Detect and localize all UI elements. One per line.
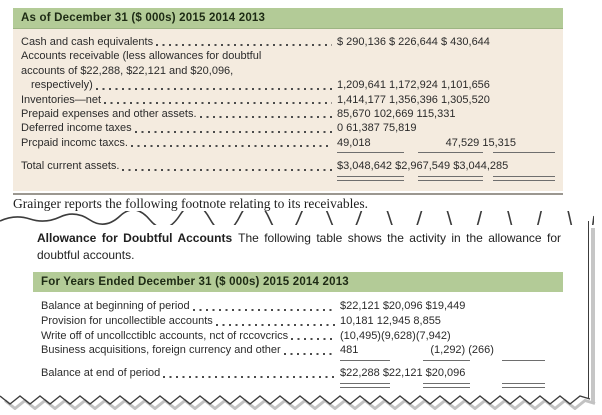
double-rule-2015 bbox=[337, 176, 404, 181]
dot-leader bbox=[156, 44, 332, 46]
row-values: 85,670 102,669 115,331 bbox=[337, 108, 456, 121]
total-row bbox=[21, 159, 555, 173]
dot-leader bbox=[291, 338, 335, 340]
row-label: Prcpaid incomc taxcs. bbox=[21, 136, 128, 149]
column-total-rules bbox=[41, 383, 555, 388]
table-row bbox=[21, 78, 555, 92]
dot-leader bbox=[135, 131, 332, 133]
dot-leader bbox=[122, 169, 332, 171]
table-row bbox=[21, 93, 555, 107]
row-values: 1,414,177 1,356,396 1,305,520 bbox=[337, 93, 490, 106]
allowance-activity-table bbox=[33, 272, 563, 390]
rule-gap bbox=[470, 383, 502, 388]
table-row bbox=[41, 343, 555, 358]
single-rule-2013 bbox=[502, 360, 545, 362]
row-values: $3,048,642 $2,967,549 $3,044,285 bbox=[337, 160, 509, 173]
dot-leader bbox=[216, 324, 335, 326]
rule-gap bbox=[470, 360, 502, 362]
narrative-text: Grainger reports the following footnote relating to its receivables. bbox=[13, 196, 369, 211]
footnote-body-text: The following table shows the activity in the allowance for doubtful accounts. bbox=[37, 231, 561, 262]
row-values: (10,495)(9,628)(7,942) bbox=[340, 329, 451, 342]
single-rule-2015 bbox=[340, 360, 390, 362]
table-row bbox=[41, 329, 555, 344]
row-label: Total current assets. bbox=[21, 160, 120, 173]
row-label: Balance at beginning of period bbox=[41, 300, 190, 312]
row-values bbox=[337, 136, 555, 150]
dot-leader bbox=[104, 102, 332, 104]
rule-gap bbox=[483, 176, 493, 181]
value-2015: 49,018 bbox=[337, 136, 371, 149]
column-subtotal-rules bbox=[21, 152, 555, 154]
row-values: 1,209,641 1,172,924 1,101,656 bbox=[337, 79, 490, 92]
rule-gap bbox=[483, 152, 493, 154]
double-rule-2015 bbox=[340, 383, 390, 388]
table-row: Accounts receivable (less allowances for doubtful bbox=[21, 50, 262, 63]
torn-edge-top bbox=[0, 211, 594, 225]
current-assets-table-body bbox=[13, 29, 563, 191]
row-values bbox=[340, 343, 555, 358]
value-2015: 481 bbox=[340, 344, 359, 357]
row-label: Inventories—net bbox=[21, 93, 102, 106]
column-subtotal-rules bbox=[41, 360, 555, 362]
values-2014-2013: 47,529 15,315 bbox=[445, 136, 517, 149]
row-label: Write off of uncollcctiblc accounts, nct of rccovcrics bbox=[41, 329, 289, 342]
allowance-table-header: For Years Ended December 31 ($ 000s) 2015 2014 2013 bbox=[33, 272, 563, 292]
single-rule-2014 bbox=[423, 360, 470, 362]
table-row bbox=[21, 35, 555, 49]
double-rule-2014 bbox=[418, 176, 483, 181]
double-rule-2013 bbox=[493, 176, 555, 181]
table-row bbox=[41, 299, 555, 314]
footnote-heading: Allowance for Doubtful Accounts bbox=[37, 231, 233, 245]
footnote-box-right-border bbox=[588, 221, 589, 399]
single-rule-2014 bbox=[418, 152, 483, 154]
row-values: $ 290,136 $ 226,644 $ 430,644 bbox=[337, 36, 490, 48]
rule-gap bbox=[404, 152, 418, 154]
total-row bbox=[41, 366, 555, 381]
table-bottom-shadow bbox=[13, 193, 563, 195]
table-row bbox=[21, 136, 555, 150]
footnote-paragraph bbox=[37, 230, 561, 263]
table-row bbox=[21, 121, 555, 135]
row-label: Balance at end of period bbox=[41, 367, 161, 380]
dot-leader bbox=[284, 353, 335, 355]
rule-gap bbox=[390, 360, 423, 362]
row-label: Cash and cash equivalents bbox=[21, 36, 154, 48]
allowance-table-body bbox=[33, 292, 563, 388]
row-label: respectively) bbox=[31, 79, 93, 92]
row-label: Business acquisitions, foreign currency and other bbox=[41, 344, 281, 357]
row-label: Deferred income taxes bbox=[21, 122, 132, 135]
torn-edge-bottom bbox=[0, 392, 597, 410]
row-label: Provision for uncollectible accounts bbox=[41, 314, 213, 327]
table-row bbox=[21, 107, 555, 121]
row-values: 0 61,387 75,819 bbox=[337, 122, 417, 135]
dot-leader bbox=[163, 376, 335, 378]
values-2014-2013: (1,292) (266) bbox=[430, 344, 494, 357]
current-assets-table-header: As of December 31 ($ 000s) 2015 2014 2013 bbox=[13, 8, 563, 29]
double-rule-2014 bbox=[423, 383, 470, 388]
footnote-box-shadow bbox=[591, 228, 595, 402]
dot-leader bbox=[200, 116, 332, 118]
row-values: 10,181 12,945 8,855 bbox=[340, 314, 441, 327]
double-rule-2013 bbox=[502, 383, 545, 388]
single-rule-2015 bbox=[337, 152, 404, 154]
rule-gap bbox=[390, 383, 423, 388]
dot-leader bbox=[193, 309, 335, 311]
table-row bbox=[41, 314, 555, 329]
current-assets-table bbox=[13, 8, 563, 195]
rule-gap bbox=[404, 176, 418, 181]
row-label: Prepaid expenses and other assets. bbox=[21, 108, 197, 121]
single-rule-2013 bbox=[493, 152, 555, 154]
dot-leader bbox=[96, 88, 332, 90]
column-total-rules bbox=[21, 176, 555, 181]
row-values: $22,121 $20,096 $19,449 bbox=[340, 300, 466, 312]
row-values: $22,288 $22,121 $20,096 bbox=[340, 367, 466, 380]
dot-leader bbox=[131, 145, 332, 147]
table-row: accounts of $22,288, $22,121 and $20,096, bbox=[21, 64, 234, 77]
